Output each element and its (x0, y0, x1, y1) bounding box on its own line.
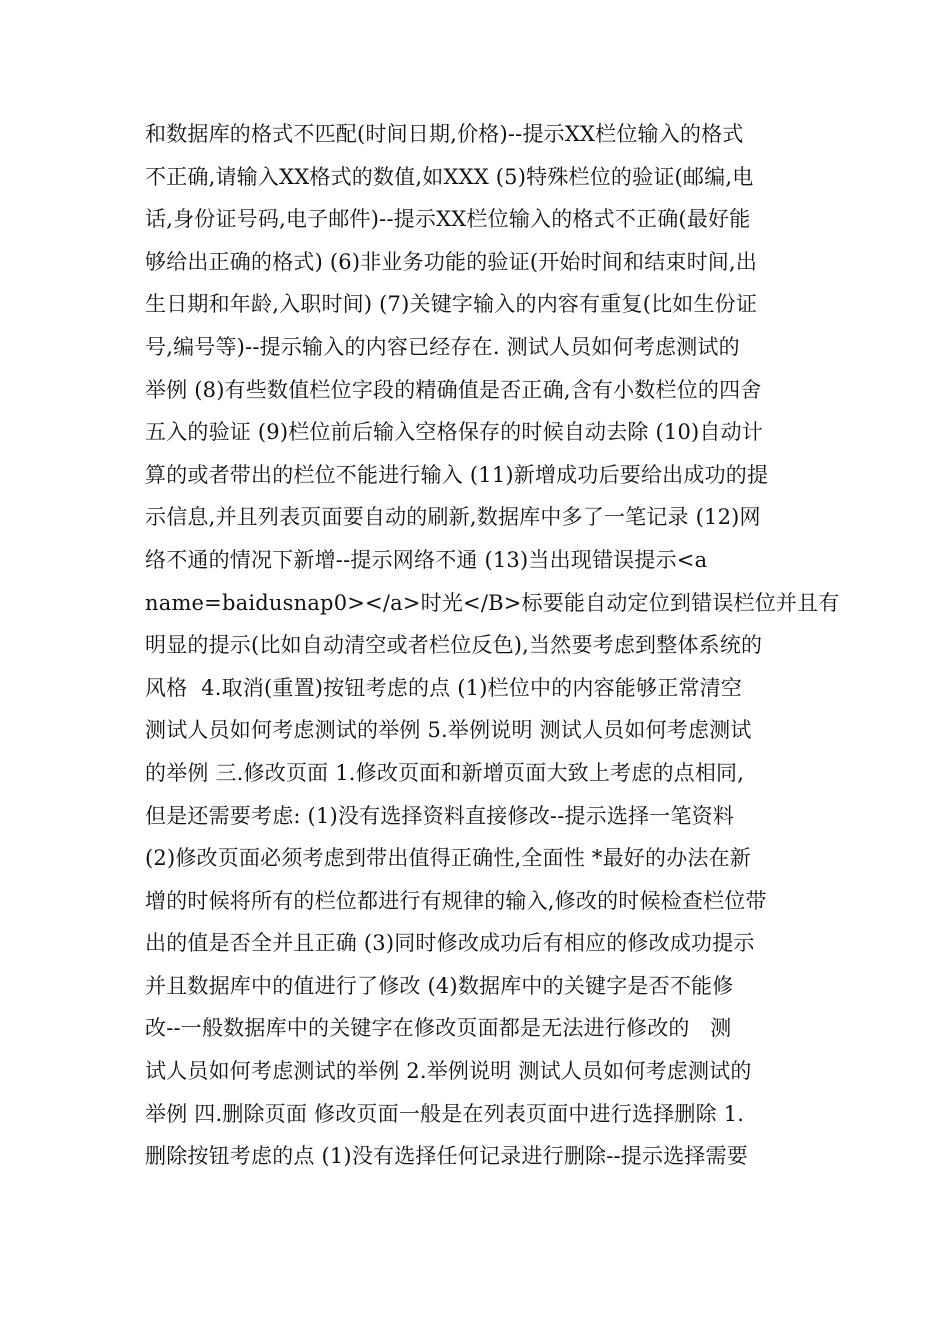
text-line: 和数据库的格式不匹配(时间日期,价格)--提示XX栏位输入的格式 (145, 122, 744, 146)
body-text (145, 113, 840, 1178)
text-line: 的举例 三.修改页面 1.修改页面和新增页面大致上考虑的点相同, (145, 760, 745, 785)
text-line: 算的或者带出的栏位不能进行输入 (11)新增成功后要给出成功的提 (145, 462, 769, 487)
text-line: 举例 四.删除页面 修改页面一般是在列表页面中进行选择删除 1. (145, 1101, 745, 1126)
text-line: 生日期和年龄,入职时间) (7)关键字输入的内容有重复(比如生份证 (145, 292, 758, 317)
text-line: 络不通的情况下新增--提示网络不通 (13)当出现错误提示<a (145, 547, 708, 572)
text-line: 测试人员如何考虑测试的举例 5.举例说明 测试人员如何考虑测试 (145, 718, 752, 743)
text-line: 五入的验证 (9)栏位前后输入空格保存的时候自动去除 (10)自动计 (145, 420, 764, 445)
text-line: 明显的提示(比如自动清空或者栏位反色),当然要考虑到整体系统的 (145, 633, 763, 658)
text-line: 改--一般数据库中的关键字在修改页面都是无法进行修改的 测 (145, 1016, 732, 1041)
text-line: 举例 (8)有些数值栏位字段的精确值是否正确,含有小数栏位的四舍 (145, 377, 762, 402)
text-line: 试人员如何考虑测试的举例 2.举例说明 测试人员如何考虑测试的 (145, 1059, 752, 1084)
text-line: 够给出正确的格式) (6)非业务功能的验证(开始时间和结束时间,出 (145, 249, 758, 274)
text-line: 不正确,请输入XX格式的数值,如XXX (5)特殊栏位的验证(邮编,电 (145, 164, 754, 189)
text-line: 示信息,并且列表页面要自动的刷新,数据库中多了一笔记录 (12)网 (145, 505, 761, 530)
text-line: 删除按钮考虑的点 (1)没有选择任何记录进行删除--提示选择需要 (145, 1144, 749, 1169)
text-line: 并且数据库中的值进行了修改 (4)数据库中的关键字是否不能修 (145, 973, 734, 998)
text-line: 出的值是否全并且正确 (3)同时修改成功后有相应的修改成功提示 (145, 931, 755, 956)
text-line: 话,身份证号码,电子邮件)--提示XX栏位输入的格式不正确(最好能 (145, 207, 751, 232)
text-line: 但是还需要考虑: (1)没有选择资料直接修改--提示选择一笔资料 (145, 803, 735, 828)
text-line: 增的时候将所有的栏位都进行有规律的输入,修改的时候检查栏位带 (145, 888, 767, 913)
text-line: name=baidusnap0></a>时光</B>标要能自动定位到错误栏位并且有 (145, 590, 840, 615)
text-line: 风格 4.取消(重置)按钮考虑的点 (1)栏位中的内容能够正常清空 (145, 675, 742, 700)
text-line: (2)修改页面必须考虑到带出值得正确性,全面性 *最好的办法在新 (145, 846, 751, 871)
text-line: 号,编号等)--提示输入的内容已经存在. 测试人员如何考虑测试的 (145, 334, 740, 359)
